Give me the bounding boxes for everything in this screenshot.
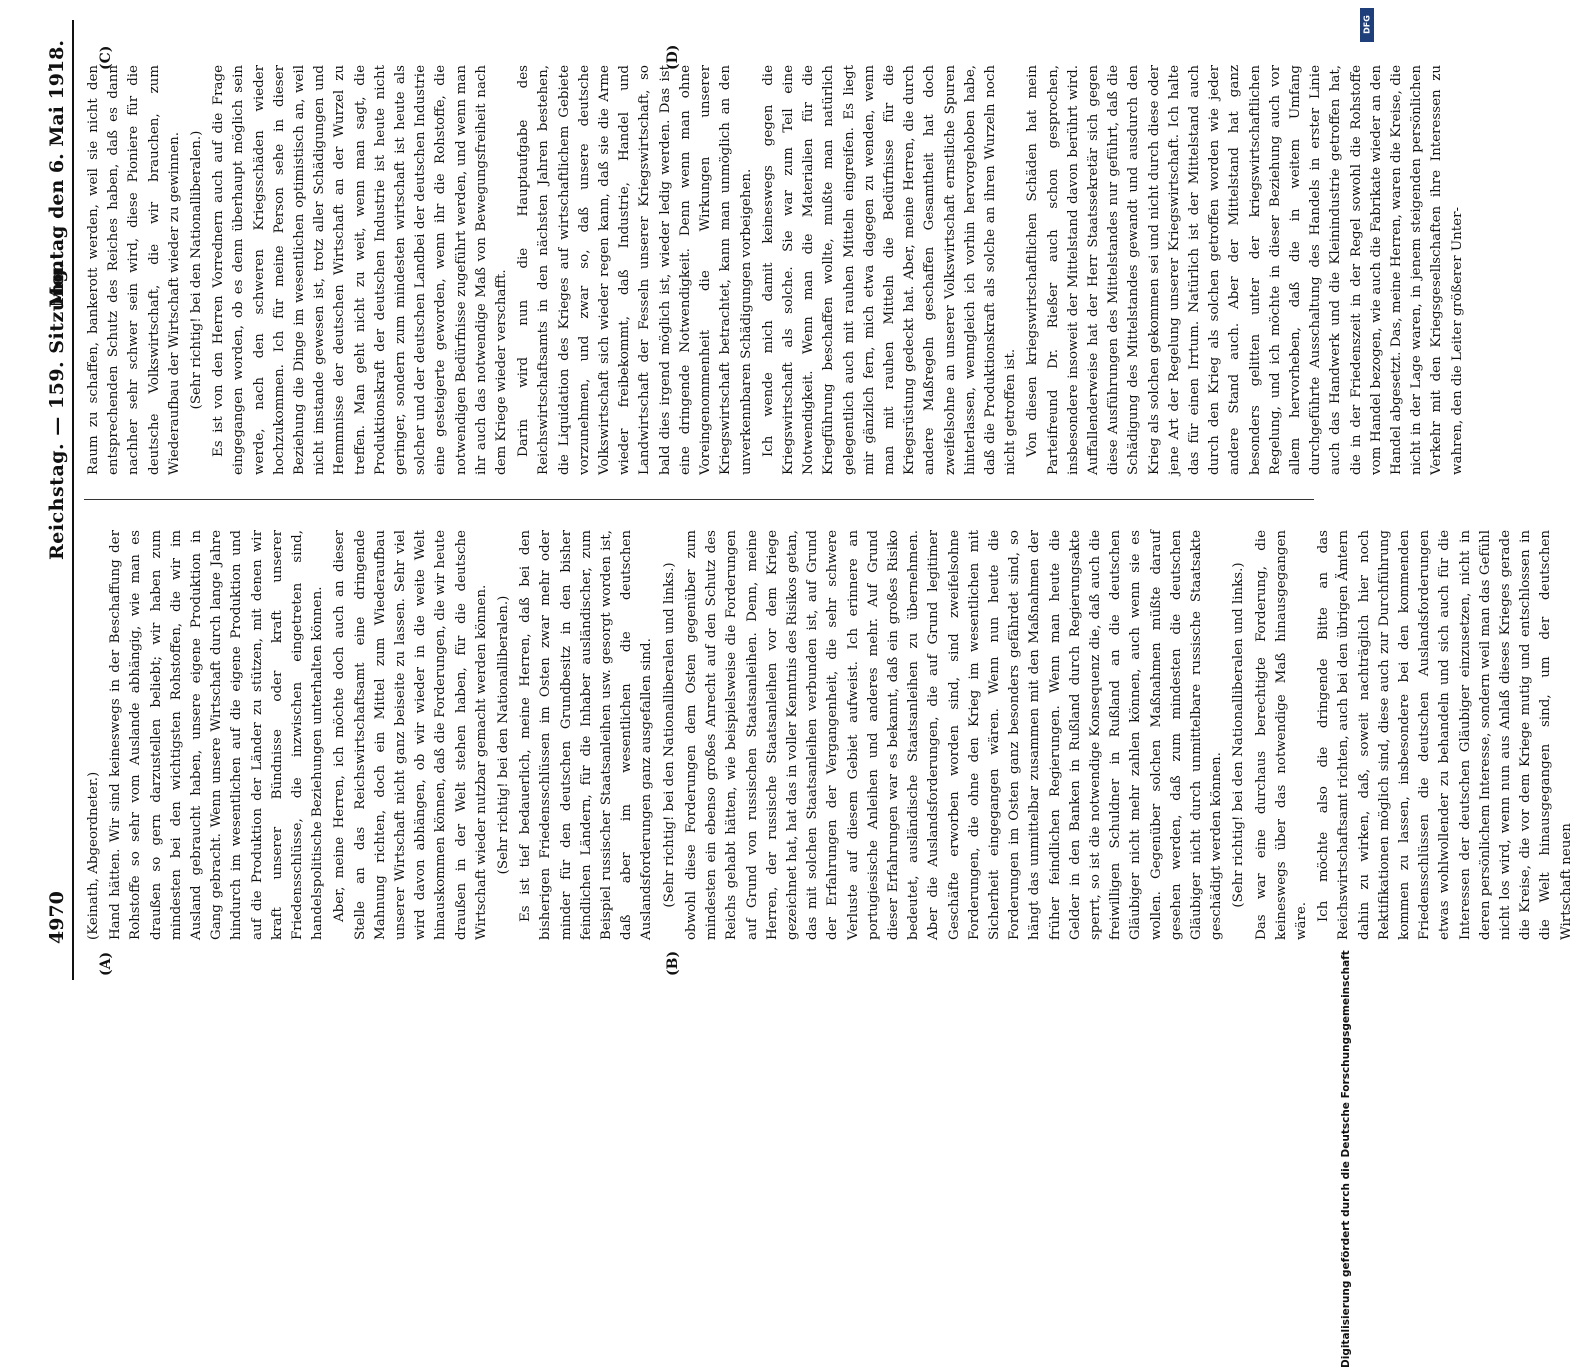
paragraph: Es ist tief bedauerlich, meine Herren, daß bei den bisherigen Friedensschlüssen im Osten zwar mehr oder minder für den deutschen Grundbesitz in den bisher feindlichen Ländern, für die Inhaber ausländischer, zum Beispiel russischer Staatsanleihen usw. gesorgt worden ist, daß aber im wesentlichen die deutschen Auslandsforderungen ganz ausgefallen sind. — [518, 530, 655, 940]
paragraph: Ich möchte also die dringende Bitte an das Reichswirtschaftsamt richten, auch bei den übrigen Ämtern dahin zu wirken, daß, soweit nachträglich hier noch Rektifikationen möglich sind, diese auch zur Durchführung kommen zu lassen, insbesondere bei den kommenden Friedensschlüssen die deutschen Auslandsforderungen etwas wohlwollender zu behandeln und sich auch für die Interessen der deutschen Gläubiger einzusetzen, nicht in deren persönlichem Interesse, sondern weil man das Gefühl nicht los wird, wenn nun aus Anlaß dieses Krieges gerade die Kreise, die vor dem Kriege mutig und entschlossen in die Welt hinausgegangen sind, um der deutschen Wirtschaft neuen — [1316, 530, 1574, 940]
paragraph: Darin wird nun die Hauptaufgabe des Reichswirtschaftsamts in den nächsten Jahren bestehen, die Liquidation des Krieges auf wirtschaftlichem Gebiete vorzunehmen, und zwar so, daß unsere deutsche Volkswirtschaft sich wieder regen kann, daß sie die Arme wieder freibekommt, daß Industrie, Handel und Landwirtschaft der Fesseln unserer Kriegswirtschaft, so bald dies irgend möglich ist, wieder ledig werden. Das ist eine dringende Notwendigkeit. Denn wenn man ohne Voreingenommenheit die Wirkungen unserer Kriegswirtschaft betrachtet, kann man unmöglich an den unverkennbaren Schädigungen vorbeigehen. — [516, 65, 754, 475]
paragraph: Aber, meine Herren, ich möchte doch auch an dieser Stelle an das Reichswirtschaftsamt eine dringende Mahnung richten, doch ein Mittel zum Wiederaufbau unserer Wirtschaft nicht ganz beiseite zu lassen. Sehr viel wird davon abhängen, ob wir wieder in die weite Welt hinauskommen können, daß die Forderungen, die wir heute draußen in der Welt stehen haben, für die deutsche Wirtschaft wieder nutzbar gemacht werden können. — [332, 530, 489, 940]
speaker-note: (Keinath, Abgeordneter.) — [86, 771, 101, 940]
page-date: Montag den 6. Mai 1918. — [46, 40, 68, 308]
digitization-note: Digitalisierung gefördert durch die Deutsche Forschungsgemeinschaft — [1340, 950, 1352, 1368]
paragraph: obwohl diese Forderungen dem Osten gegenüber zum mindesten ein ebenso großes Anrecht auf den Schutz des Reichs gehabt hätten, wie beispielsweise die Forderungen auf Grund von russischen Staatsanleihen. Denn, meine Herren, der russische Staatsanleihen vor dem Kriege gezeichnet hat, hat das in voller Kenntnis des Risikos getan, das mit solchen Staatsanleihen verbunden ist, auf Grund der Erfahrungen der Vergangenheit, die sehr schwere Verluste auf diesem Gebiet aufweist. Ich erinnere an portugiesische Anleihen und anderes mehr. Auf Grund dieser Erfahrungen war es bekannt, daß ein großes Risiko bedeutet, ausländische Staatsanleihen zu übernehmen. Aber die Auslandsforderungen, die auf Grund legitimer Geschäfte erworben worden sind, sind zweifelsohne Forderungen, die ohne den Krieg im wesentlichen mit Sicherheit eingegangen wären. Wenn nun heute die Forderungen im Osten ganz besonders gefährdet sind, so hängt das unmittelbar zusammen mit den Maßnahmen der früher feindlichen Regierungen. Wenn man heute die Gelder in den Banken in Rußland durch Regierungsakte sperrt, so ist die notwendige Konsequenz die, daß auch die freiwilligen Schuldner in Rußland an die deutschen Gläubiger nicht mehr zahlen können, auch wenn sie es wollen. Gegenüber solchen Maßnahmen müßte darauf gesehen werden, daß zum mindesten die deutschen Gläubiger nicht durch unmittelbare russische Staatsakte geschädigt werden können. — [683, 530, 1225, 940]
paragraph: Das war eine durchaus berechtigte Forderung, die keineswegs über das notwendige Maß hinausgegangen wäre. — [1253, 530, 1309, 940]
margin-note-b: (B) — [665, 950, 681, 976]
paragraph: Hand hätten. Wir sind keineswegs in der Beschaffung der Rohstoffe so sehr vom Auslande abhängig, wie man es draußen so gern darzustellen beliebt; wir haben zum mindesten bei den wichtigsten Rohstoffen, die wir im Ausland gebraucht haben, unsere eigene Produktion in Gang gebracht. Wenn unsere Wirtschaft durch lange Jahre hindurch im wesentlichen auf die eigene Produktion und auf die Produktion der Länder zu stützen, mit denen wir kraft unserer Bündnisse oder kraft unserer Friedensschlüsse, die inzwischen eingetreten sind, handelspolitische Beziehungen unterhalten können. — [108, 530, 326, 940]
interjection: (Sehr richtig! bei den Nationalliberalen.) — [189, 130, 205, 410]
column-divider — [84, 499, 1314, 500]
interjection: (Sehr richtig! bei den Nationalliberalen und links.) — [661, 562, 677, 908]
margin-note-d: (D) — [665, 44, 681, 70]
paragraph: Von diesen kriegswirtschaftlichen Schäden hat mein Parteifreund Dr. Rießer auch schon gesprochen, insbesondere insoweit der Mittelstand davon berührt wird. Auffallenderweise hat der Herr Staatssekretär sich gegen diese Ausführungen des Mittelstandes nur geführt, daß die Schädigung des Mittelstandes gewandt und ausdurch den Krieg als solchen gekommen sei und nicht durch diese oder jene Art der Regelung unserer Kriegswirtschaft. Ich halte das für einen Irrtum. Natürlich ist der Mittelstand auch durch den Krieg als solchen getroffen worden wie jeder andere Stand auch. Aber der Mittelstand hat ganz besonders gelitten unter der kriegswirtschaftlichen Regelung, und ich möchte in dieser Beziehung auch vor allem hervorheben, daß die in weitem Umfang durchgeführte Ausschaltung des Handels in erster Linie auch das Handwerk und die Kleinindustrie getroffen hat, die in der Friedenszeit in der Regel sowohl die Rohstoffe vom Handel bezogen, wie auch die Fabrikate wieder an den Handel abgesetzt. Das, meine Herren, waren die Kreise, die nicht in der Lage waren, in jenem steigenden persönlichen Verkehr mit den Kriegsgesellschaften ihre Interessen zu wahren, den die Leiter größerer Unter- — [1025, 65, 1465, 475]
margin-note-c: (C) — [98, 45, 114, 70]
page-title: Reichstag. — 159. Sitzung. — [46, 261, 68, 560]
paragraph: Raum zu schaffen, bankerott werden, weil sie nicht den entsprechenden Schutz des Reiches haben, daß es dann nachher sehr schwer sein wird, diese Pioniere für die deutsche Volkswirtschaft, die wir brauchen, zum Wiederaufbau der Wirtschaft wieder zu gewinnen. — [86, 65, 182, 475]
dfg-logo — [1360, 8, 1374, 42]
paragraph: Ich wende mich damit keineswegs gegen die Kriegswirtschaft als solche. Sie war zum Teil eine Notwendigkeit. Wenn man die Materialien für die Kriegführung beschaffen wollte, mußte man natürlich gelegentlich auch mit rauhen Mitteln eingreifen. Es liegt mir gänzlich fern, mich etwa dagegen zu wenden, wenn man mit rauhen Mitteln die Bedürfnisse für die Kriegsrüstung gedeckt hat. Aber, meine Herren, die durch andere Maßregeln geschaffen Gesamtheit hat doch zweifelsohne an unserer Volkswirtschaft ernstliche Spuren hinterlassen, wenngleich ich vorhin hervorgehoben habe, daß die Produktionskraft als solche an ihren Wurzeln noch nicht getroffen ist. — [760, 65, 1019, 475]
right-text-column — [84, 65, 1465, 475]
page-number: 4970 — [46, 891, 68, 944]
dfg-logo-text: DFG — [1362, 15, 1372, 34]
interjection: (Sehr richtig! bei den Nationalliberalen.) — [496, 595, 512, 875]
left-text-column — [84, 530, 1574, 940]
paragraph: Es ist von den Herren Vorrednern auch auf die Frage eingegangen worden, ob es denn überhaupt möglich sein werde, nach den schweren Kriegsschäden wieder hochzukommen. Ich für meine Person sehe in dieser Beziehung die Dinge im wesentlichen optimistisch an, weil nicht imstande gewesen ist, trotz aller Schädigungen und Hemmnisse der deutschen Wirtschaft an der Wurzel zu treffen. Man geht nicht zu weit, wenn man sagt, die Produktionskraft der deutschen Industrie ist heute nicht geringer, sondern zum mindesten wirtschaft ist heute als solcher und der deutschen Landbei der deutschen Industrie eine gesteigerte geworden, wenn ihr die Rohstoffe, die notwendigen Bedürfnisse zugeführt werden, und wenn man ihr auch das notwendige Maß von Bewegungsfreiheit nach dem Kriege wieder verschafft. — [211, 65, 510, 475]
page-header — [46, 20, 74, 980]
margin-note-a: (A) — [98, 951, 114, 976]
interjection: (Sehr richtig! bei den Nationalliberalen und links.) — [1231, 562, 1247, 908]
